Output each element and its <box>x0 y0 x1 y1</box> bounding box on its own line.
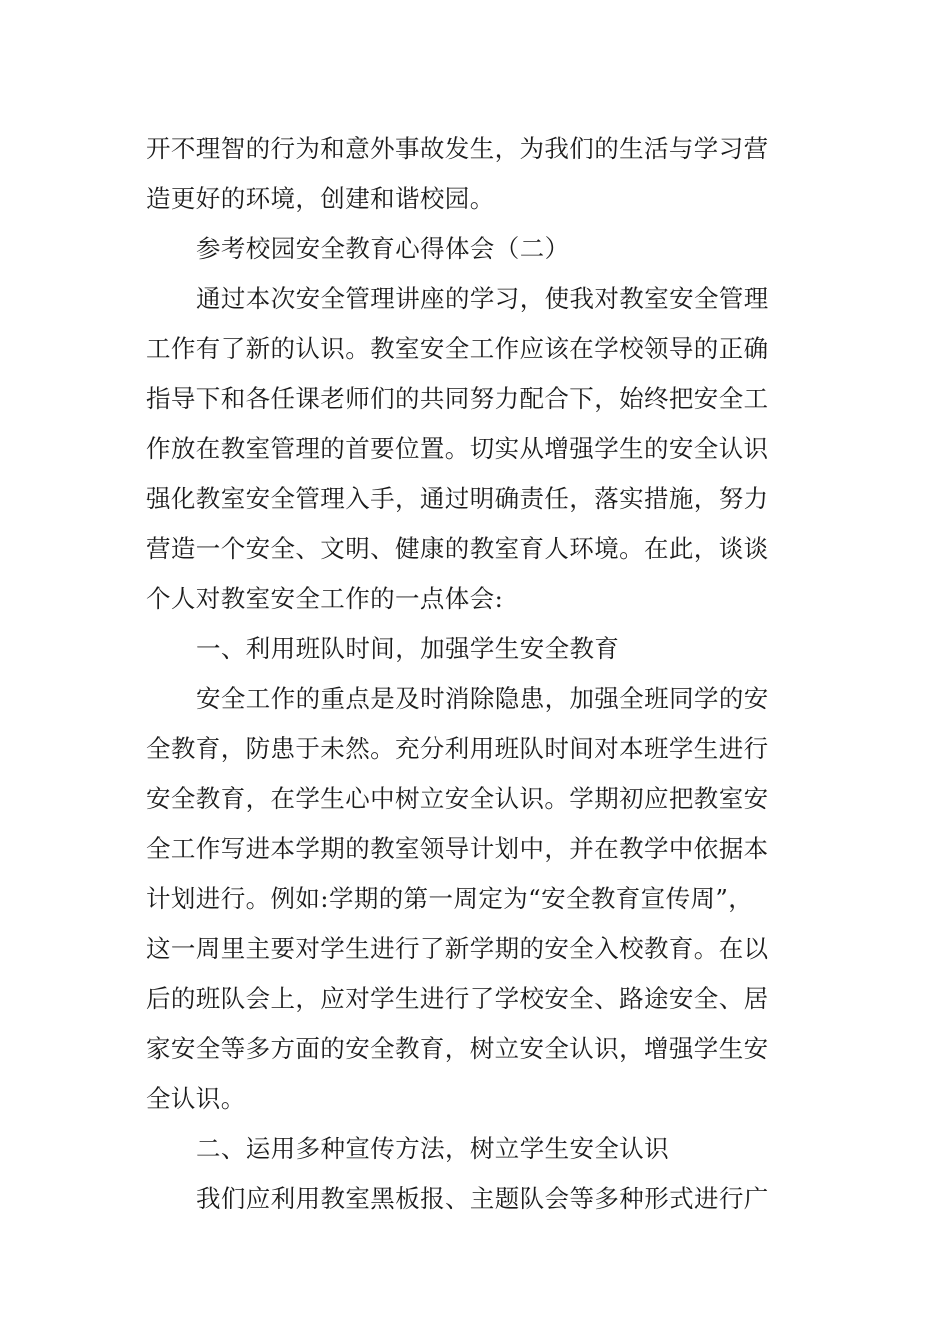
text-line: 全教育，防患于未然。充分利用班队时间对本班学生进行 <box>146 734 769 763</box>
subsection-heading: 一、利用班队时间，加强学生安全教育 <box>196 634 620 663</box>
text-line: 开不理智的行为和意外事故发生，为我们的生活与学习营 <box>146 134 769 163</box>
text-line: 作放在教室管理的首要位置。切实从增强学生的安全认识 <box>146 434 769 463</box>
text-line: 后的班队会上，应对学生进行了学校安全、路途安全、居 <box>146 984 769 1013</box>
text-line: 计划进行。例如:学期的第一周定为“安全教育宣传周”， <box>146 884 754 913</box>
text-line: 家安全等多方面的安全教育，树立安全认识，增强学生安 <box>146 1034 769 1063</box>
text-line: 通过本次安全管理讲座的学习，使我对教室安全管理 <box>196 284 769 313</box>
subsection-heading: 二、运用多种宣传方法，树立学生安全认识 <box>196 1134 670 1163</box>
text-line: 全工作写进本学期的教室领导计划中，并在教学中依据本 <box>146 834 769 863</box>
text-line: 工作有了新的认识。教室安全工作应该在学校领导的正确 <box>146 334 769 363</box>
text-line: 我们应利用教室黑板报、主题队会等多种形式进行广 <box>196 1184 769 1213</box>
section-title: 参考校园安全教育心得体会（二） <box>196 234 570 263</box>
text-line: 个人对教室安全工作的一点体会: <box>146 584 504 613</box>
text-line: 安全教育，在学生心中树立安全认识。学期初应把教室安 <box>146 784 769 813</box>
text-line: 安全工作的重点是及时消除隐患，加强全班同学的安 <box>196 684 769 713</box>
text-line: 指导下和各任课老师们的共同努力配合下，始终把安全工 <box>146 384 769 413</box>
text-line: 强化教室安全管理入手，通过明确责任，落实措施，努力 <box>146 484 769 513</box>
text-line: 全认识。 <box>146 1084 246 1113</box>
text-line: 这一周里主要对学生进行了新学期的安全入校教育。在以 <box>146 934 769 963</box>
text-line: 造更好的环境，创建和谐校园。 <box>146 184 495 213</box>
text-line: 营造一个安全、文明、健康的教室育人环境。在此，谈谈 <box>146 534 769 563</box>
